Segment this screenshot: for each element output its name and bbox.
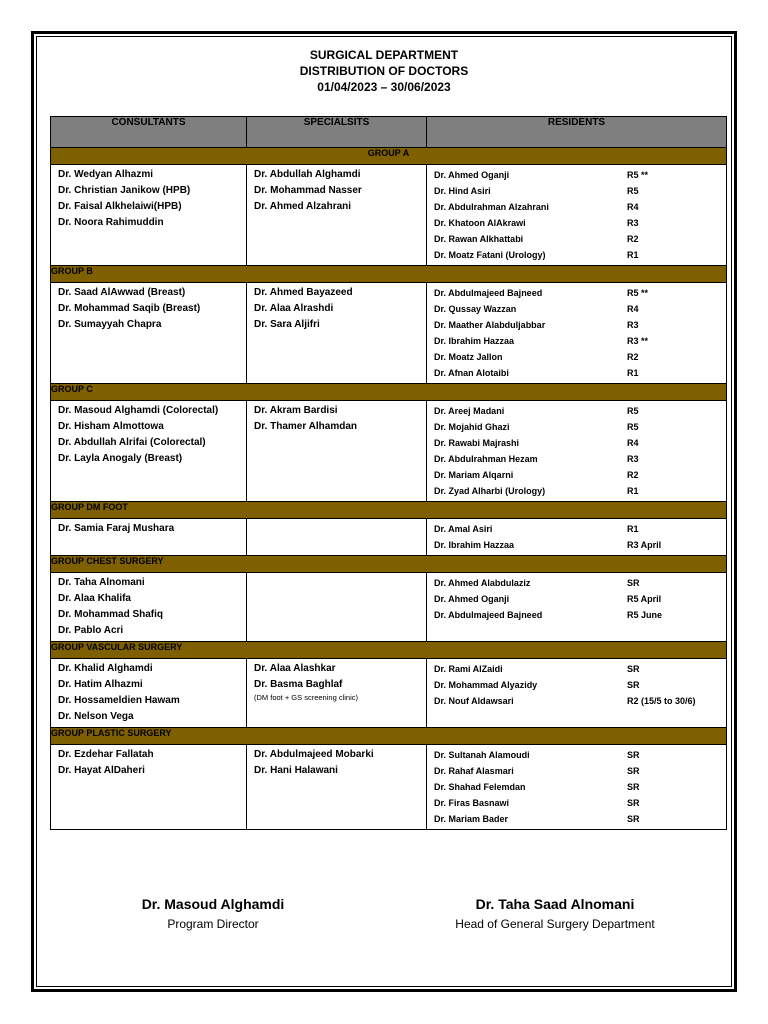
group-header-row <box>51 642 727 659</box>
resident-level: R4 <box>627 438 639 448</box>
resident-entry <box>434 167 720 183</box>
resident-name: Dr. Afnan Alotaibi <box>434 368 509 378</box>
specialist-name: Dr. Abdullah Alghamdi <box>254 169 361 180</box>
specialists-cell <box>247 745 427 830</box>
resident-entry <box>434 537 720 553</box>
resident-name: Dr. Moatz Fatani (Urology) <box>434 250 546 260</box>
group-header-row <box>51 502 727 519</box>
resident-level: R1 <box>627 486 639 496</box>
resident-entry <box>434 183 720 199</box>
resident-level: R5 April <box>627 594 662 604</box>
resident-level: R5 <box>627 406 639 416</box>
group-row <box>51 745 727 830</box>
resident-level: R1 <box>627 368 639 378</box>
resident-level: R2 <box>627 352 639 362</box>
specialist-name: Dr. Thamer Alhamdan <box>254 421 357 432</box>
resident-entry <box>434 747 720 763</box>
resident-name: Dr. Abdulrahman Alzahrani <box>434 202 549 212</box>
consultant-name: Dr. Abdullah Alrifai (Colorectal) <box>58 437 206 448</box>
specialists-cell <box>247 519 427 556</box>
residents-cell <box>427 659 727 728</box>
resident-level: R3 ** <box>627 336 649 346</box>
specialist-name: Dr. Mohammad Nasser <box>254 185 362 196</box>
resident-name: Dr. Amal Asiri <box>434 524 493 534</box>
resident-level: R4 <box>627 202 639 212</box>
consultant-name: Dr. Alaa Khalifa <box>58 593 131 604</box>
consultant-name: Dr. Christian Janikow (HPB) <box>58 185 191 196</box>
group-title: GROUP VASCULAR SURGERY <box>51 642 727 659</box>
resident-entry <box>434 795 720 811</box>
resident-entry <box>434 231 720 247</box>
group-header-row <box>51 556 727 573</box>
group-row <box>51 283 727 384</box>
consultants-cell <box>51 659 247 728</box>
resident-name: Dr. Mariam Bader <box>434 814 509 824</box>
group-row <box>51 573 727 642</box>
resident-level: R2 <box>627 470 639 480</box>
resident-level: SR <box>627 680 640 690</box>
resident-name: Dr. Mariam Alqarni <box>434 470 514 480</box>
resident-name: Dr. Ahmed Oganji <box>434 594 510 604</box>
resident-level: R5 ** <box>627 288 649 298</box>
resident-entry <box>434 779 720 795</box>
consultant-name: Dr. Hossameldien Hawam <box>58 695 180 706</box>
resident-entry <box>434 575 720 591</box>
consultant-name: Dr. Layla Anogaly (Breast) <box>58 453 183 464</box>
consultant-name: Dr. Ezdehar Fallatah <box>58 749 154 760</box>
specialists-cell <box>247 283 427 384</box>
resident-level: R2 (15/5 to 30/6) <box>627 696 696 706</box>
specialist-name: Dr. Alaa Alashkar <box>254 663 336 674</box>
resident-name: Dr. Zyad Alharbi (Urology) <box>434 486 546 496</box>
resident-name: Dr. Rawan Alkhattabi <box>434 234 524 244</box>
consultant-name: Dr. Sumayyah Chapra <box>58 319 162 330</box>
resident-name: Dr. Abdulrahman Hezam <box>434 454 538 464</box>
consultants-cell <box>51 401 247 502</box>
resident-level: R3 April <box>627 540 662 550</box>
consultants-cell <box>51 573 247 642</box>
header-date-range: 01/04/2023 – 30/06/2023 <box>317 80 451 94</box>
consultant-name: Dr. Faisal Alkhelaiwi(HPB) <box>58 201 182 212</box>
consultant-name: Dr. Noora Rahimuddin <box>58 217 164 228</box>
resident-name: Dr. Ahmed Oganji <box>434 170 510 180</box>
residents-cell <box>427 283 727 384</box>
consultants-cell <box>51 519 247 556</box>
group-row <box>51 659 727 728</box>
group-row <box>51 165 727 266</box>
resident-level: R5 June <box>627 610 663 620</box>
resident-name: Dr. Ahmed Alabdulaziz <box>434 578 531 588</box>
consultant-name: Dr. Mohammad Shafiq <box>58 609 164 620</box>
resident-level: R5 ** <box>627 170 649 180</box>
resident-name: Dr. Shahad Felemdan <box>434 782 526 792</box>
consultant-name: Dr. Khalid Alghamdi <box>58 663 153 674</box>
resident-entry <box>434 199 720 215</box>
resident-name: Dr. Qussay Wazzan <box>434 304 517 314</box>
resident-entry <box>434 333 720 349</box>
resident-name: Dr. Moatz Jallon <box>434 352 503 362</box>
column-header-residents: RESIDENTS <box>427 117 727 148</box>
signature-name: Dr. Masoud Alghamdi <box>141 896 285 912</box>
resident-level: R5 <box>627 422 639 432</box>
resident-level: SR <box>627 798 640 808</box>
distribution-table <box>50 116 727 830</box>
consultant-name: Dr. Pablo Acri <box>58 625 124 636</box>
resident-name: Dr. Rawabi Majrashi <box>434 438 520 448</box>
specialist-name: Dr. Sara Aljifri <box>254 319 320 330</box>
consultant-name: Dr. Hayat AlDaheri <box>58 765 145 776</box>
resident-name: Dr. Firas Basnawi <box>434 798 510 808</box>
resident-name: Dr. Rami AlZaidi <box>434 664 503 674</box>
signature-role: Program Director <box>167 917 259 931</box>
resident-entry <box>434 677 720 693</box>
resident-entry <box>434 301 720 317</box>
consultant-name: Dr. Samia Faraj Mushara <box>58 523 175 534</box>
consultant-name: Dr. Hatim Alhazmi <box>58 679 143 690</box>
specialist-name: Dr. Ahmed Alzahrani <box>254 201 352 212</box>
resident-level: R1 <box>627 524 639 534</box>
specialists-cell <box>247 165 427 266</box>
specialist-name: Dr. Abdulmajeed Mobarki <box>254 749 374 760</box>
resident-name: Dr. Mohammad Alyazidy <box>434 680 538 690</box>
residents-cell <box>427 401 727 502</box>
resident-name: Dr. Abdulmajeed Bajneed <box>434 288 543 298</box>
resident-entry <box>434 419 720 435</box>
resident-name: Dr. Hind Asiri <box>434 186 491 196</box>
group-title: GROUP DM FOOT <box>51 502 727 519</box>
residents-cell <box>427 745 727 830</box>
group-title: GROUP CHEST SURGERY <box>51 556 727 573</box>
consultants-cell <box>51 283 247 384</box>
resident-entry <box>434 811 720 827</box>
group-header-row <box>51 728 727 745</box>
resident-name: Dr. Nouf Aldawsari <box>434 696 514 706</box>
group-header-row <box>51 148 727 165</box>
specialist-note: (DM foot + GS screening clinic) <box>254 693 358 702</box>
resident-entry <box>434 247 720 263</box>
resident-entry <box>434 215 720 231</box>
group-title: GROUP PLASTIC SURGERY <box>51 728 727 745</box>
resident-entry <box>434 403 720 419</box>
resident-entry <box>434 521 720 537</box>
resident-level: SR <box>627 766 640 776</box>
resident-level: R2 <box>627 234 639 244</box>
signature-left <box>53 893 373 933</box>
group-header-row <box>51 384 727 401</box>
resident-level: R4 <box>627 304 639 314</box>
specialists-cell <box>247 573 427 642</box>
group-title: GROUP A <box>51 148 727 165</box>
resident-name: Dr. Rahaf Alasmari <box>434 766 514 776</box>
resident-level: SR <box>627 750 640 760</box>
consultant-name: Dr. Wedyan Alhazmi <box>58 169 154 180</box>
resident-name: Dr. Abdulmajeed Bajneed <box>434 610 543 620</box>
resident-name: Dr. Maather Alabduljabbar <box>434 320 546 330</box>
resident-entry <box>434 349 720 365</box>
specialist-name: Dr. Alaa Alrashdi <box>254 303 334 314</box>
consultant-name: Dr. Nelson Vega <box>58 711 134 722</box>
resident-level: SR <box>627 814 640 824</box>
resident-entry <box>434 693 720 709</box>
resident-entry <box>434 763 720 779</box>
group-row <box>51 519 727 556</box>
consultant-name: Dr. Taha Alnomani <box>58 577 145 588</box>
consultant-name: Dr. Mohammad Saqib (Breast) <box>58 303 201 314</box>
column-header-specialists: SPECIALSITS <box>247 117 427 148</box>
resident-level: R3 <box>627 320 639 330</box>
residents-cell <box>427 165 727 266</box>
resident-level: SR <box>627 664 640 674</box>
resident-name: Dr. Ibrahim Hazzaa <box>434 540 515 550</box>
resident-entry <box>434 607 720 623</box>
resident-name: Dr. Areej Madani <box>434 406 505 416</box>
resident-level: R1 <box>627 250 639 260</box>
resident-name: Dr. Mojahid Ghazi <box>434 422 510 432</box>
group-header-row <box>51 266 727 283</box>
signature-right <box>395 893 715 933</box>
specialist-name: Dr. Ahmed Bayazeed <box>254 287 353 298</box>
resident-entry <box>434 483 720 499</box>
table-header-row <box>51 117 727 148</box>
consultant-name: Dr. Masoud Alghamdi (Colorectal) <box>58 405 219 416</box>
resident-entry <box>434 451 720 467</box>
resident-name: Dr. Khatoon AlAkrawi <box>434 218 526 228</box>
header-department: SURGICAL DEPARTMENT <box>309 48 459 62</box>
resident-level: R3 <box>627 218 639 228</box>
group-row <box>51 401 727 502</box>
signature-name: Dr. Taha Saad Alnomani <box>475 896 635 912</box>
resident-name: Dr. Ibrahim Hazzaa <box>434 336 515 346</box>
group-title: GROUP C <box>51 384 727 401</box>
specialists-cell <box>247 401 427 502</box>
resident-level: SR <box>627 782 640 792</box>
table-body <box>51 148 727 830</box>
document-header <box>0 47 768 95</box>
resident-level: R5 <box>627 186 639 196</box>
specialist-name: Dr. Basma Baghlaf <box>254 679 343 690</box>
resident-entry <box>434 317 720 333</box>
consultants-cell <box>51 165 247 266</box>
resident-name: Dr. Sultanah Alamoudi <box>434 750 530 760</box>
consultant-name: Dr. Hisham Almottowa <box>58 421 164 432</box>
resident-entry <box>434 467 720 483</box>
specialist-name: Dr. Akram Bardisi <box>254 405 338 416</box>
specialist-name: Dr. Hani Halawani <box>254 765 338 776</box>
resident-level: SR <box>627 578 640 588</box>
group-title: GROUP B <box>51 266 727 283</box>
residents-cell <box>427 519 727 556</box>
resident-entry <box>434 591 720 607</box>
resident-entry <box>434 435 720 451</box>
resident-entry <box>434 365 720 381</box>
header-title: DISTRIBUTION OF DOCTORS <box>299 64 469 78</box>
residents-cell <box>427 573 727 642</box>
resident-level: R3 <box>627 454 639 464</box>
column-header-consultants: CONSULTANTS <box>51 117 247 148</box>
resident-entry <box>434 661 720 677</box>
consultant-name: Dr. Saad AlAwwad (Breast) <box>58 287 186 298</box>
consultants-cell <box>51 745 247 830</box>
resident-entry <box>434 285 720 301</box>
signature-role: Head of General Surgery Department <box>455 917 655 931</box>
specialists-cell <box>247 659 427 728</box>
